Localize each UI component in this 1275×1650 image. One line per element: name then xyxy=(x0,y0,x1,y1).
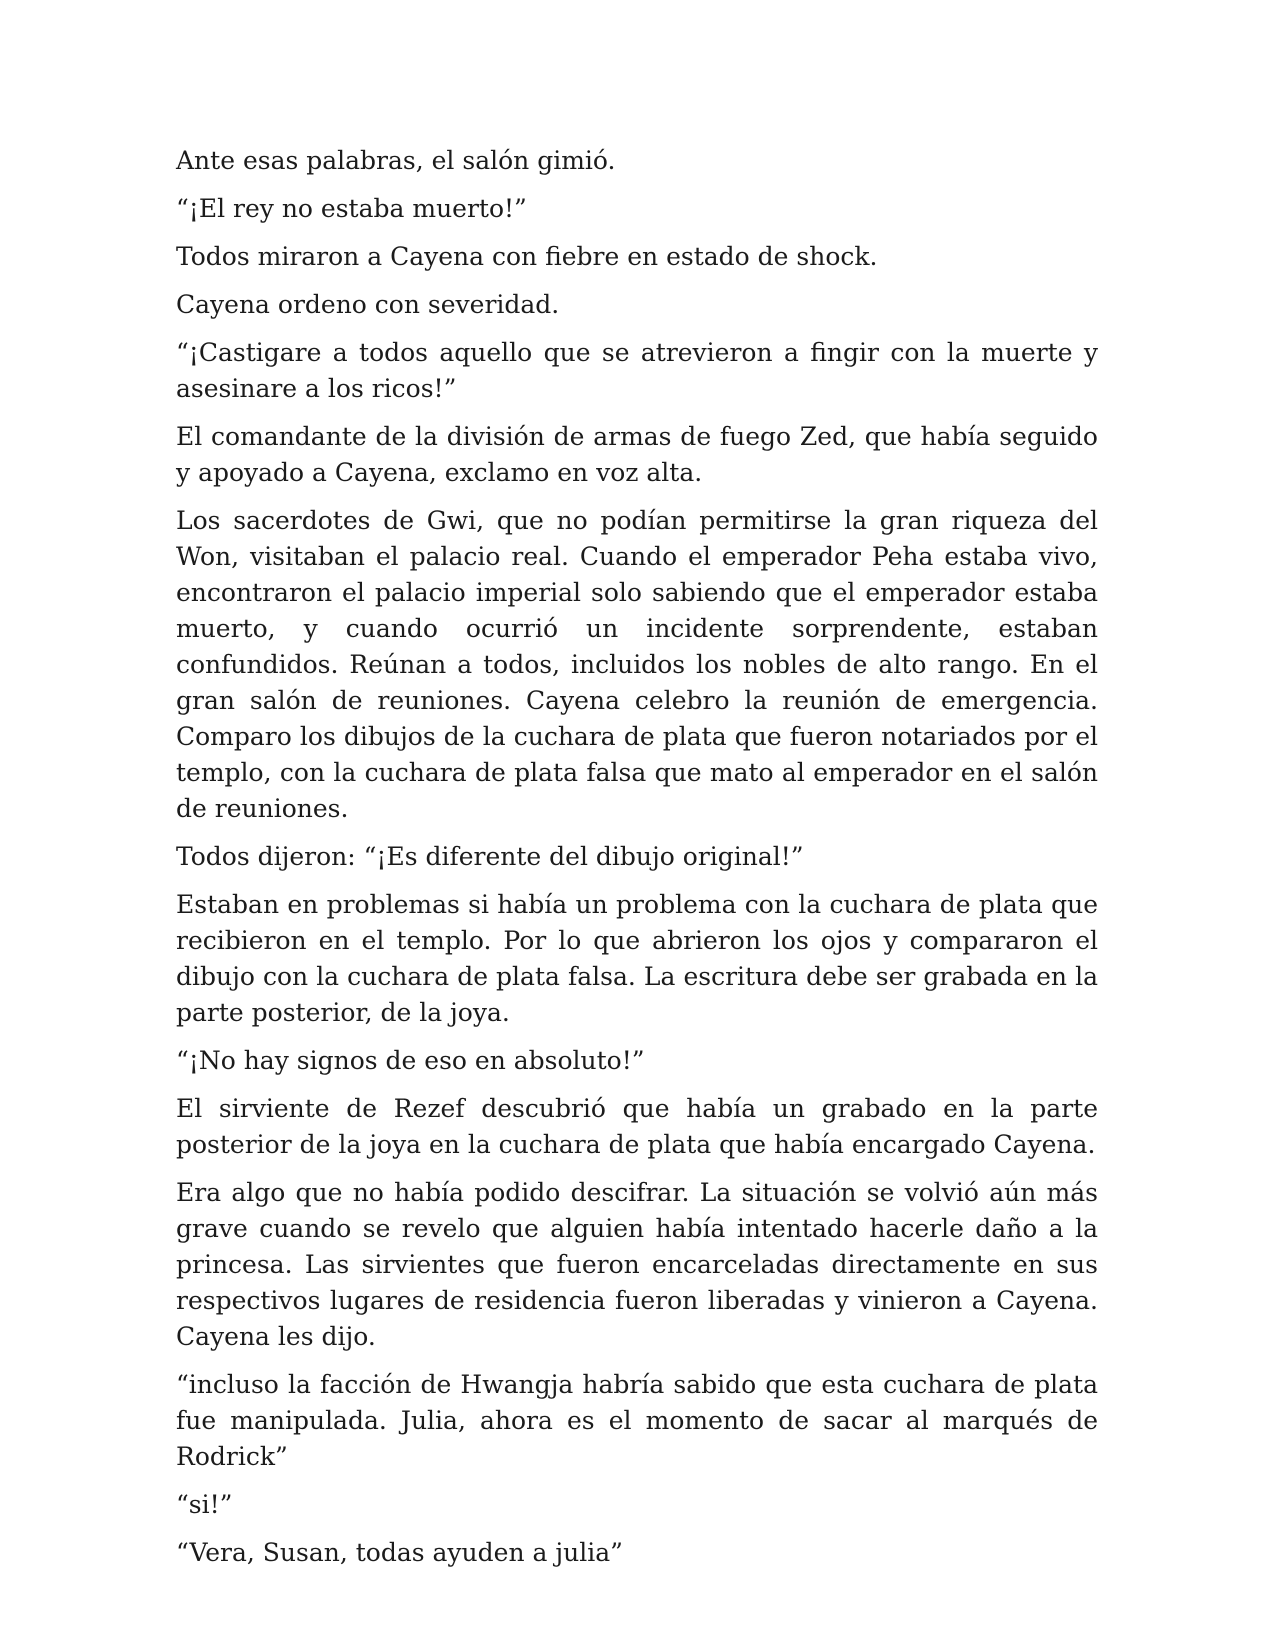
paragraph: Ante esas palabras, el salón gimió. xyxy=(176,146,616,175)
body-text xyxy=(176,143,1098,1583)
paragraph: Era algo que no había podido descifrar. La situación se volvió aún más grave cuando se revelo que alguien había intentado hacerle daño a la princesa. Las sirvientes que fueron encarceladas directamente en sus respectivos lugares de residencia fueron liberadas y vinieron a Cayena. Cayena les dijo. xyxy=(176,1178,1098,1351)
paragraph: “¡No hay signos de eso en absoluto!” xyxy=(176,1046,645,1075)
paragraph: Todos miraron a Cayena con fiebre en estado de shock. xyxy=(176,242,878,271)
paragraph: Todos dijeron: “¡Es diferente del dibujo original!” xyxy=(176,842,804,871)
paragraph: El comandante de la división de armas de fuego Zed, que había seguido y apoyado a Cayena, exclamo en voz alta. xyxy=(176,422,1098,487)
paragraph: “¡Castigare a todos aquello que se atrevieron a fingir con la muerte y asesinare a los ricos!” xyxy=(176,338,1098,403)
paragraph: Estaban en problemas si había un problema con la cuchara de plata que recibieron en el templo. Por lo que abrieron los ojos y compararon el dibujo con la cuchara de plata falsa. La escritura debe ser grabada en la parte posterior, de la joya. xyxy=(176,890,1098,1027)
paragraph: “si!” xyxy=(176,1490,233,1519)
paragraph: Los sacerdotes de Gwi, que no podían permitirse la gran riqueza del Won, visitaban el palacio real. Cuando el emperador Peha estaba vivo, encontraron el palacio imperial solo sabiendo que el emperador estaba muerto, y cuando ocurrió un incidente sorprendente, estaban confundidos. Reúnan a todos, incluidos los nobles de alto rango. En el gran salón de reuniones. Cayena celebro la reunión de emergencia. Comparo los dibujos de la cuchara de plata que fueron notariados por el templo, con la cuchara de plata falsa que mato al emperador en el salón de reuniones. xyxy=(176,506,1098,823)
paragraph: Cayena ordeno con severidad. xyxy=(176,290,560,319)
paragraph: “¡El rey no estaba muerto!” xyxy=(176,194,527,223)
paragraph: El sirviente de Rezef descubrió que había un grabado en la parte posterior de la joya en la cuchara de plata que había encargado Cayena. xyxy=(176,1094,1098,1159)
paragraph: “Vera, Susan, todas ayuden a julia” xyxy=(176,1538,623,1567)
paragraph: “incluso la facción de Hwangja habría sabido que esta cuchara de plata fue manipulada. Julia, ahora es el momento de sacar al marqués de Rodrick” xyxy=(176,1370,1098,1471)
